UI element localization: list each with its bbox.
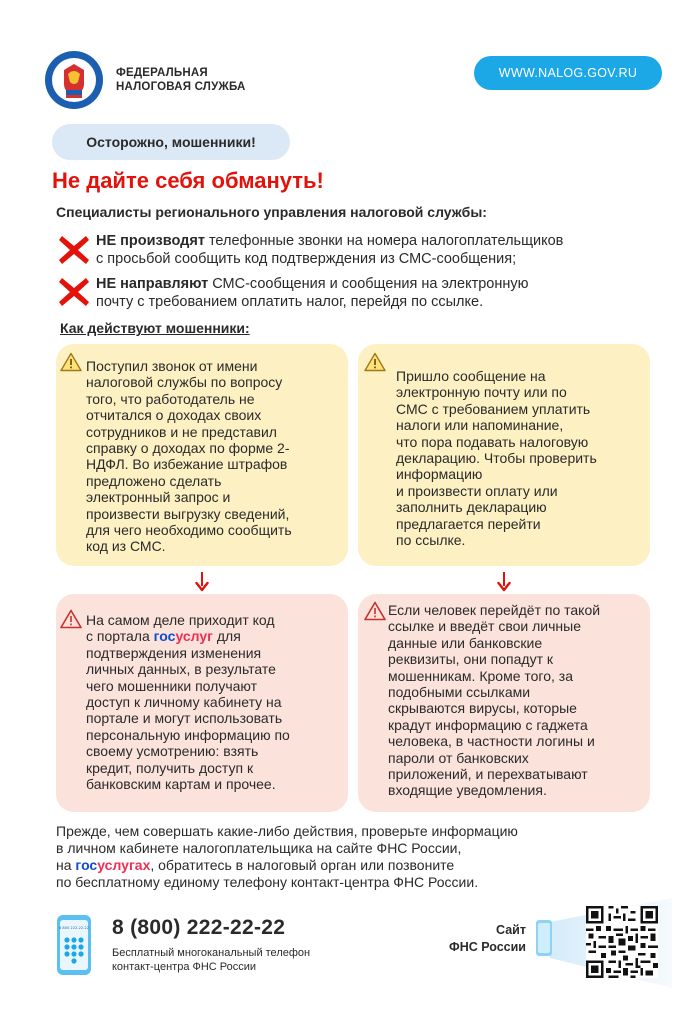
scheme-message-text	[396, 368, 646, 548]
text-fragment: с портала	[86, 628, 154, 645]
text-line: электронную почту или по	[396, 384, 567, 401]
text-line: своему усмотрению: взять	[86, 743, 259, 760]
point-1	[96, 232, 636, 268]
text-line: приложений, и перехватывают	[388, 766, 588, 783]
text-line: подтверждения изменения	[86, 644, 262, 661]
text-line: электронный запрос и	[86, 489, 231, 506]
text-line: НДФЛ. Во избежание штрафов	[86, 456, 288, 473]
warning-icon	[60, 352, 82, 372]
text-line: для чего необходимо сообщить	[86, 522, 292, 539]
text-line: данные или банковские	[388, 634, 543, 651]
phone-icon	[56, 914, 92, 976]
text-line: портале и могут использовать	[86, 710, 283, 727]
point-2	[96, 275, 636, 311]
qr-code[interactable]	[586, 906, 658, 978]
text-line: Бесплатный многоканальный телефон	[112, 947, 311, 959]
text-line: доступ к личному кабинету на	[86, 694, 282, 711]
text-line: реквизиты, они попадут к	[388, 651, 554, 668]
red-cross-icon	[56, 274, 92, 310]
point-2-line2: почту с требованием оплатить налог, перейдя по ссылке.	[96, 294, 484, 310]
text-line: по ссылке.	[396, 532, 466, 549]
text-line: подобными ссылками	[388, 684, 531, 701]
text-line: входящие уведомления.	[388, 782, 547, 799]
phone-small-number: 8 800 222-22-22	[58, 926, 90, 930]
text-line: чего мошенники получают	[86, 677, 258, 694]
text-line: крадут информацию с гаджета	[388, 716, 588, 733]
gosuslugi-gos: гос	[153, 628, 176, 645]
gosuslugi-uslugah: услугах	[97, 857, 151, 873]
text-line: того, что работодатель не	[86, 390, 255, 407]
hotline-number[interactable]: 8 (800) 222-22-22	[112, 916, 286, 939]
text-line: в личном кабинете налогоплательщика на сайте ФНС России,	[56, 840, 462, 856]
text-line: контакт-центра ФНС России	[112, 961, 257, 973]
text-line: банковским картам и прочее.	[86, 776, 276, 793]
text-line: ФНС России	[449, 940, 526, 954]
text-line: На самом деле приходит код	[86, 612, 275, 628]
text-line: Поступил звонок от имени	[86, 358, 258, 374]
text-line: предложено сделать	[86, 472, 222, 489]
text-fragment: на	[56, 857, 76, 873]
text-line: личных данных, в результате	[86, 661, 276, 678]
text-line: декларацию. Чтобы проверить	[396, 450, 597, 467]
arrow-down-icon	[497, 570, 511, 594]
text-line: произвести выгрузку сведений,	[86, 505, 290, 522]
text-line: заполнить декларацию	[396, 499, 547, 516]
truth-code-text	[86, 612, 342, 792]
text-line: и произвести оплату или	[396, 482, 558, 499]
text-line: по бесплатному единому телефону контакт-центра ФНС России.	[56, 874, 479, 890]
text-line: что пора подавать налоговую	[396, 433, 589, 450]
point-2-bold: НЕ направляют	[96, 276, 209, 292]
text-line: Пришло сообщение на	[396, 368, 546, 384]
gosuslugi-uslug: услуг	[175, 628, 213, 645]
danger-icon	[60, 609, 82, 629]
section-title-how: Как действуют мошенники:	[60, 320, 250, 336]
danger-icon	[364, 601, 386, 621]
site-url-button[interactable]: WWW.NALOG.GOV.RU	[474, 56, 662, 90]
text-line: информацию	[396, 466, 483, 483]
text-line: Прежде, чем совершать какие-либо действия, проверьте информацию	[56, 823, 518, 839]
subtitle: Специалисты регионального управления налоговой службы:	[56, 204, 487, 220]
text-line: скрываются вирусы, которые	[388, 700, 577, 717]
text-line: налоги или напоминание,	[396, 417, 564, 434]
point-1-line1: телефонные звонки на номера налогоплательщиков	[204, 233, 564, 249]
text-line: Если человек перейдёт по такой	[388, 602, 601, 618]
text-line: человека, в частности логины и	[388, 733, 595, 750]
text-line: СМС с требованием уплатить	[396, 400, 591, 417]
text-line	[86, 628, 342, 644]
text-line: мошенникам. Кроме того, за	[388, 667, 573, 684]
point-1-line2: с просьбой сообщить код подтверждения из СМС-сообщения;	[96, 251, 517, 267]
text-line: справку о доходах по форме 2-	[86, 440, 290, 457]
truth-link-text	[388, 602, 644, 799]
text-line: отчитался о доходах своих	[86, 407, 262, 424]
red-cross-icon	[56, 232, 92, 268]
text-line: код из СМС.	[86, 538, 166, 555]
text-line: кредит, получить доступ к	[86, 759, 254, 776]
hotline-description	[112, 946, 310, 974]
org-name-line1: ФЕДЕРАЛЬНАЯ	[116, 67, 208, 79]
advice-text	[56, 823, 646, 891]
text-line	[56, 857, 646, 874]
text-line: пароли от банковских	[388, 749, 529, 766]
text-line: персональную информацию по	[86, 726, 290, 743]
page-title: Не дайте себя обмануть!	[52, 168, 324, 193]
point-2-line1: СМС-сообщения и сообщения на электронную	[208, 276, 529, 292]
org-name	[116, 66, 246, 94]
text-fragment: , обратитесь в налоговый орган или позвоните	[150, 857, 455, 873]
org-name-line2: НАЛОГОВАЯ СЛУЖБА	[116, 81, 246, 93]
text-fragment: для	[213, 628, 241, 645]
text-line: налоговой службы по вопросу	[86, 374, 283, 391]
warning-icon	[364, 352, 386, 372]
text-line: Сайт	[496, 923, 526, 937]
text-line: предлагается перейти	[396, 515, 541, 532]
gosuslugi-gos: гос	[75, 857, 98, 873]
text-line: ссылке и введёт свои личные	[388, 618, 581, 635]
text-line: сотрудников и не представил	[86, 423, 277, 440]
caution-badge: Осторожно, мошенники!	[52, 124, 290, 160]
scheme-call-text	[86, 358, 342, 555]
arrow-down-icon	[195, 570, 209, 594]
fns-site-label	[436, 922, 526, 956]
fns-logo-emblem	[44, 50, 104, 110]
point-1-bold: НЕ производят	[96, 233, 205, 249]
